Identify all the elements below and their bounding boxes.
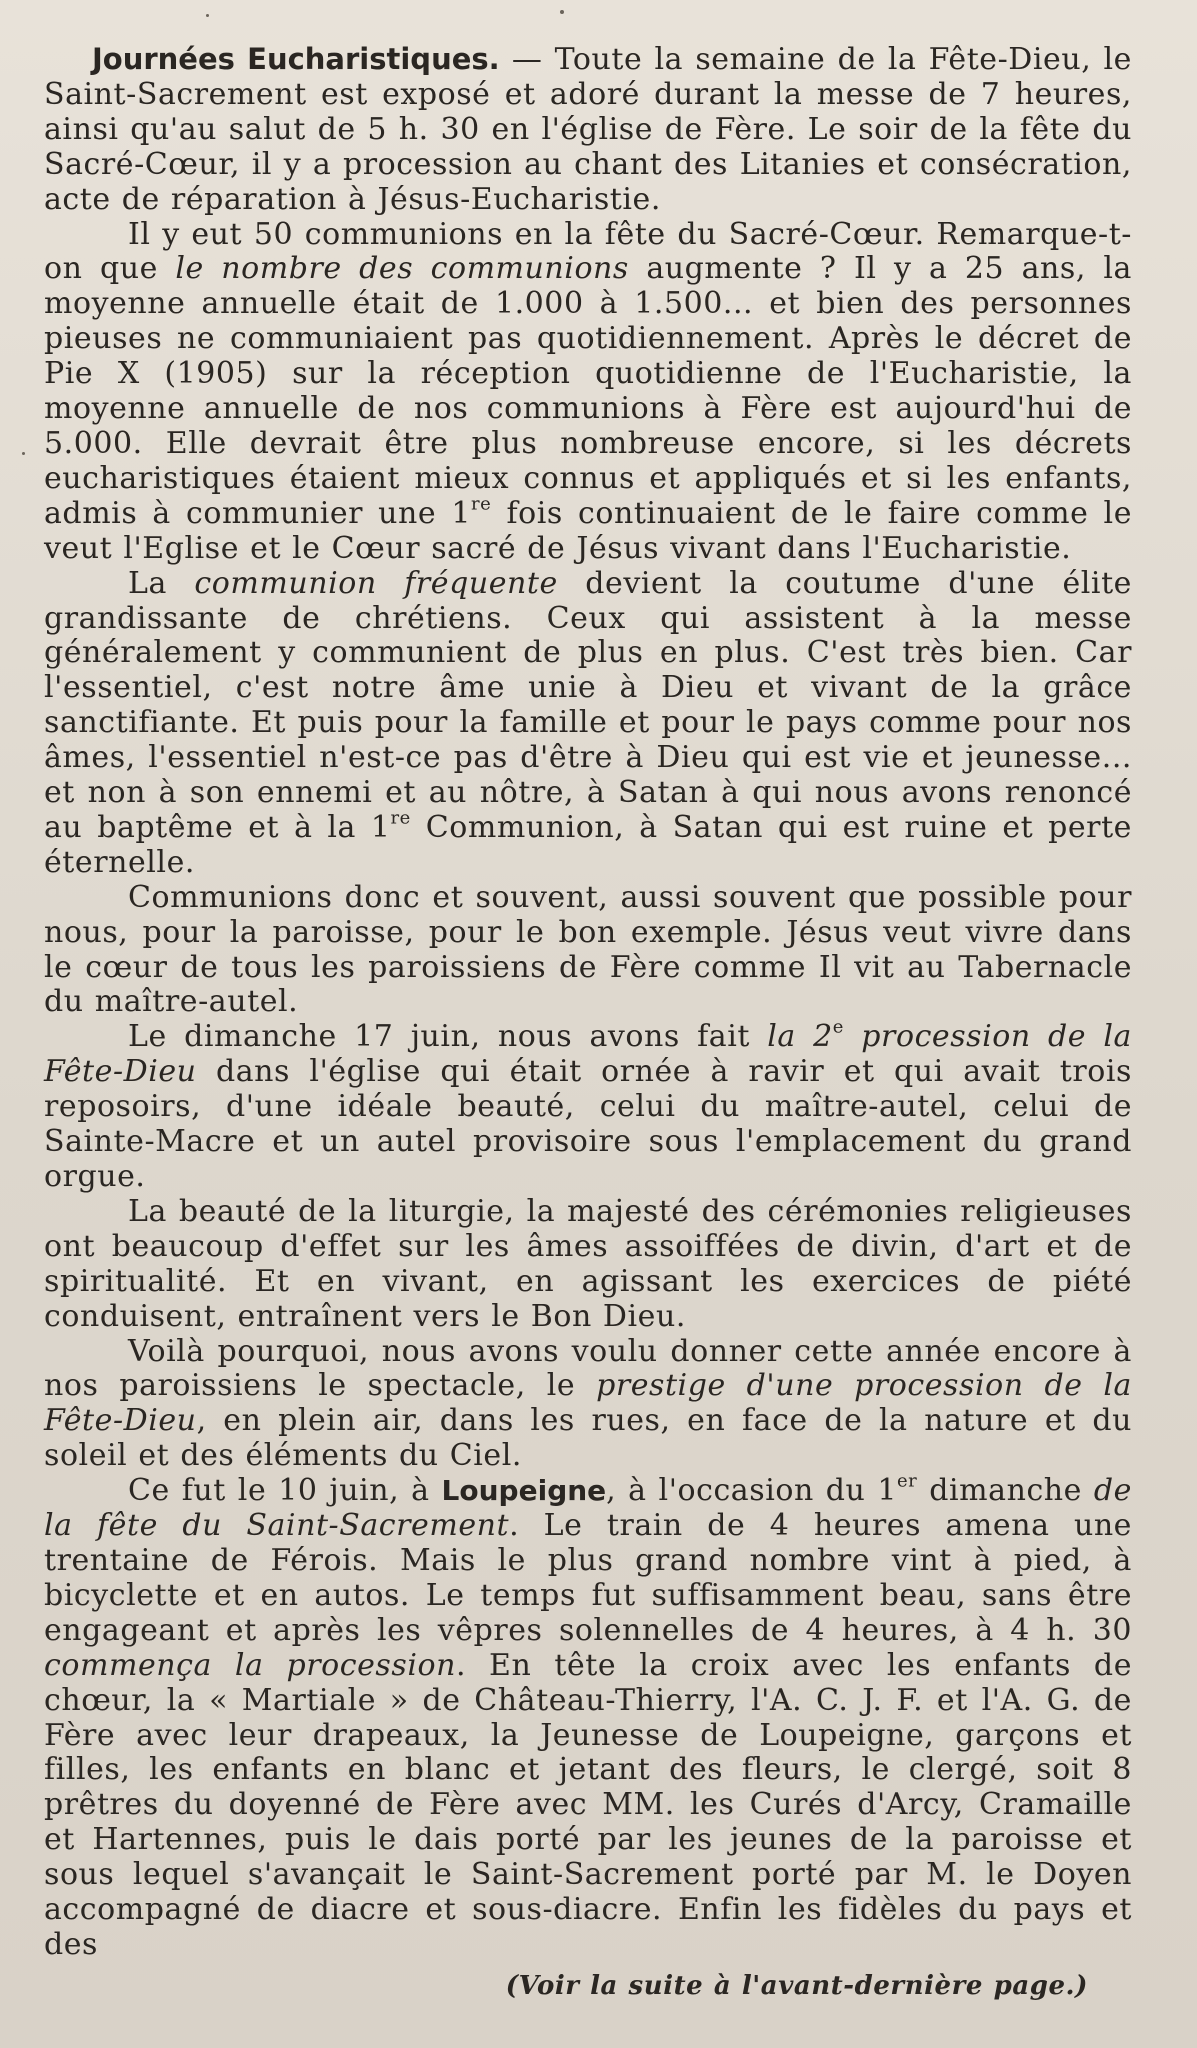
- paragraph-communions-donc: Communions donc et souvent, aussi souvent que possible pour nous, pour la paroisse, pour le bon exemple. Jésus veut vivre dans le cœur de tous les paroissiens de Fère comme Il vit au Tabernacle du maître-autel.: [44, 879, 1132, 1020]
- print-speck: [206, 14, 209, 17]
- paragraph-communions-count: Il y eut 50 communions en la fête du Sacré-Cœur. Remarque-t-on que le nombre des communions augmente ? Il y a 25 ans, la moyenne annuelle était de 1.000 à 1.500... et bien des personnes pieuses ne communiaient pas quotidiennement. Après le décret de Pie X (1905) sur la réception quotidienne de l'Eucharistie, la moyenne annuelle de nos communions à Fère est aujourd'hui de 5.000. Elle devrait être plus nombreuse encore, si les décrets eucharistiques étaient mieux connus et appliqués et si les enfants, admis à communier une 1re fois continuaient de le faire comme le veut l'Eglise et le Cœur sacré de Jésus vivant dans l'Eucharistie.: [44, 216, 1133, 566]
- paragraph-beaute-liturgie: La beauté de la liturgie, la majesté des cérémonies religieuses ont beaucoup d'effet sur les âmes assoiffées de divin, d'art et de spiritualité. Et en vivant, en agissant les exercices de piété conduisent, entraînent vers le Bon Dieu.: [44, 1193, 1132, 1334]
- place-loupeigne: Loupeigne: [441, 1474, 607, 1508]
- article-heading: Journées Eucharistiques.: [92, 42, 500, 76]
- paragraph-journees-eucharistiques: Journées Eucharistiques. — Toute la semaine de la Fête-Dieu, le Saint-Sacrement est exposé et adoré durant la messe de 7 heures, ainsi qu'au salut de 5 h. 30 en l'église de Fère. Le soir de la fête du Sacré-Cœur, il y a procession au chant des Litanies et consécration, acte de réparation à Jésus-Eucharistie.: [44, 42, 1132, 217]
- paragraph-communion-frequente: La communion fréquente devient la coutume d'une élite grandissante de chrétiens. Ceux qui assistent à la messe généralement y communient de plus en plus. C'est très bien. Car l'essentiel, c'est notre âme unie à Dieu et vivant de la grâce sanctifiante. Et puis pour la famille et pour le pays comme pour nos âmes, l'essentiel n'est-ce pas d'être à Dieu qui est vie et jeunesse... et non à son ennemi et au nôtre, à Satan à qui nous avons renoncé au baptême et à la 1re Communion, à Satan qui est ruine et perte éternelle.: [44, 565, 1132, 880]
- paragraph-voila-pourquoi: Voilà pourquoi, nous avons voulu donner cette année encore à nos paroissiens le spectacle, le prestige d'une procession de la Fête-Dieu, en plein air, dans les rues, en face de la nature et du soleil et des éléments du Ciel.: [44, 1333, 1132, 1474]
- paragraph-loupeigne-procession: Ce fut le 10 juin, à Loupeigne, à l'occasion du 1er dimanche de la fête du Saint-Sacrement. Le train de 4 heures amena une trentaine de Férois. Mais le plus grand nombre vint à pied, à bicyclette et en autos. Le temps fut suffisamment beau, sans être engageant et après les vêpres solennelles de 4 heures, à 4 h. 30 commença la procession. En tête la croix avec les enfants de chœur, la « Martiale » de Château-Thierry, l'A. C. J. F. et l'A. G. de Fère avec leur drapeaux, la Jeunesse de Loupeigne, garçons et filles, les enfants en blanc et jetant des fleurs, le clergé, soit 8 prêtres du doyenné de Fère avec MM. les Curés d'Arcy, Cramaille et Hartennes, puis le dais porté par les jeunes de la paroisse et sous lequel s'avançait le Saint-Sacrement porté par M. le Doyen accompagné de diacre et sous-diacre. Enfin les fidèles du pays et des: [44, 1470, 1132, 1962]
- continuation-note: (Voir la suite à l'avant-dernière page.): [505, 1970, 1088, 2001]
- paragraph-dimanche-17-juin: Le dimanche 17 juin, nous avons fait la 2e procession de la Fête-Dieu dans l'église qui était ornée à ravir et qui avait trois reposoirs, d'une idéale beauté, celui du maître-autel, celui de Sainte-Macre et un autel provisoire sous l'emplacement du grand orgue.: [44, 1016, 1132, 1194]
- print-speck: [560, 10, 564, 14]
- print-speck: [22, 452, 25, 455]
- article-column: [44, 42, 1132, 2004]
